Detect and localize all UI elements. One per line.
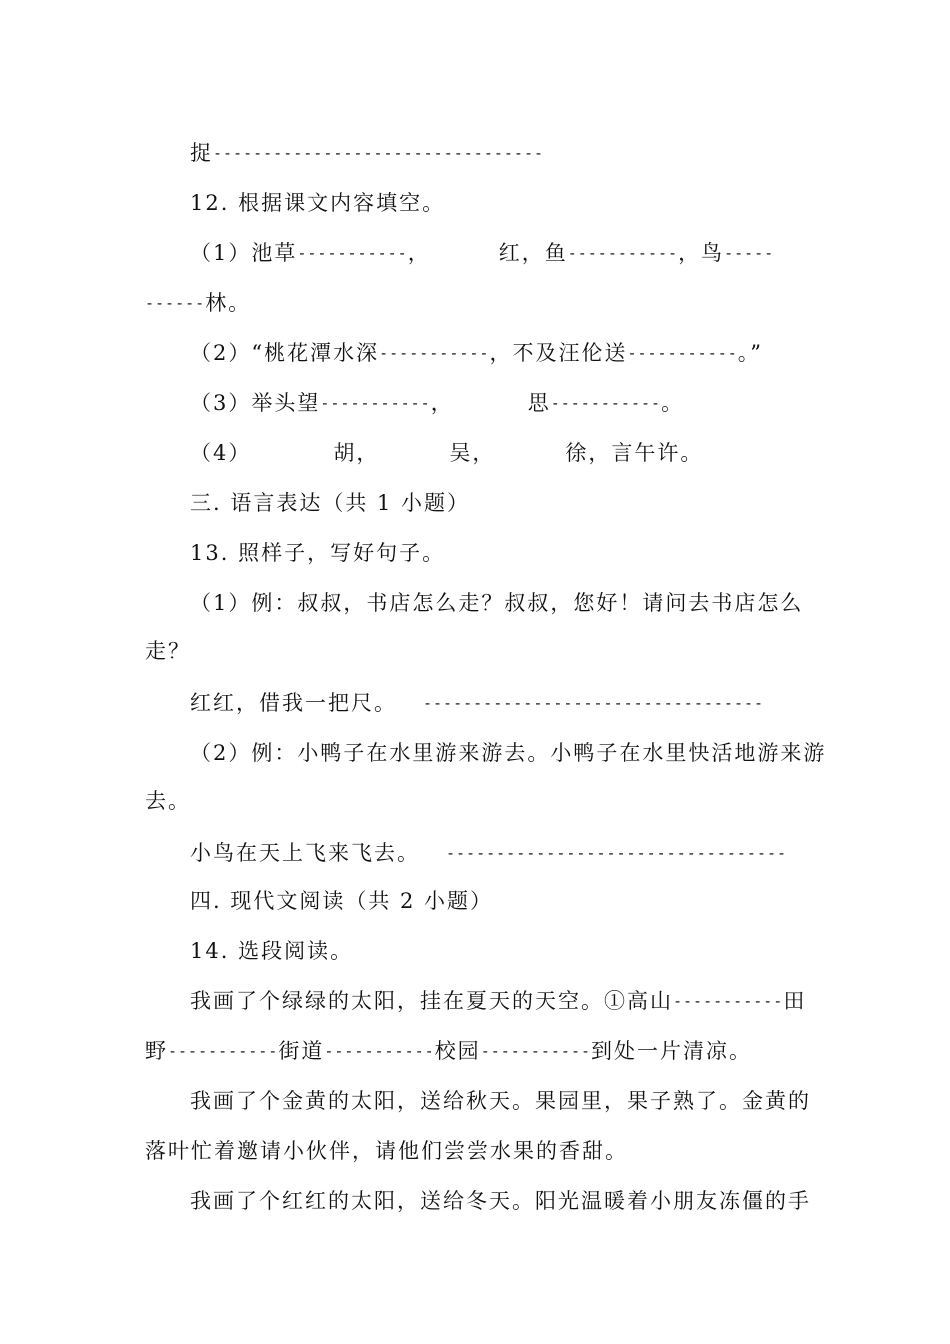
fill-blank: -----------: [627, 344, 738, 362]
text: 到处一片清凉。: [591, 1039, 753, 1063]
text: 徐，言午许。: [565, 441, 704, 465]
text: （1）例：叔叔，书店怎么走？叔叔，您好！请问去书店怎么: [190, 591, 804, 615]
fill-blank: ------: [145, 294, 206, 312]
fill-blank: -----------: [673, 992, 784, 1010]
question-13-task-2: [190, 840, 787, 866]
text: （3）举头望: [190, 391, 321, 415]
section-3-heading: [190, 490, 470, 516]
text: 红红，借我一把尺。: [190, 691, 397, 715]
fill-blank: -----------: [567, 244, 679, 262]
text: 思: [527, 391, 551, 415]
text: （1）池草: [190, 241, 298, 265]
fill-blank: -----------: [320, 394, 431, 412]
text-line: [145, 788, 191, 814]
question-12-item-4: [190, 440, 703, 466]
text: 三. 语言表达（共 1 小题）: [190, 491, 471, 515]
text-line: [145, 638, 191, 664]
question-13-example-1: [190, 590, 803, 616]
text: 去。: [145, 789, 191, 813]
text: 。”: [737, 341, 764, 365]
text: （2）“桃花潭水深: [190, 341, 380, 365]
text: 走？: [145, 639, 191, 663]
text: 四. 现代文阅读（共 2 小题）: [190, 889, 494, 913]
text: 街道: [278, 1039, 325, 1063]
text: 胡，: [333, 441, 380, 465]
text: ，: [407, 241, 431, 265]
fill-blank: -----: [724, 244, 775, 262]
question-13-example-2: [190, 740, 826, 766]
text: 红，鱼: [498, 241, 568, 265]
fill-blank: -----------: [297, 244, 408, 262]
text: 12. 根据课文内容填空。: [190, 191, 446, 215]
text: 14. 选段阅读。: [190, 939, 354, 963]
section-4-heading: [190, 888, 493, 914]
fill-blank: -----------: [480, 1042, 592, 1060]
text: 捉: [190, 141, 213, 165]
text: 校园: [434, 1039, 481, 1063]
passage-paragraph: [190, 1188, 811, 1214]
text: 田: [783, 989, 807, 1013]
question-13-heading: [190, 540, 445, 566]
answer-line: ----------------------------------: [446, 844, 788, 862]
answer-line: ----------------------------------: [423, 694, 765, 712]
question-12-item-2: [190, 340, 763, 366]
text-line: [145, 290, 251, 316]
fill-blank: ---------------------------------: [213, 144, 545, 162]
text: 林。: [205, 291, 252, 315]
fill-blank: -----------: [324, 1042, 435, 1060]
text: 。: [661, 391, 685, 415]
text: ，: [430, 391, 454, 415]
question-12-heading: [190, 190, 445, 216]
text: 我画了个绿绿的太阳，挂在夏天的天空。①高山: [190, 989, 673, 1013]
fill-blank: -----------: [168, 1042, 279, 1060]
text-line: [190, 140, 544, 166]
passage-paragraph: [190, 988, 806, 1014]
text: ，不及汪伦送: [489, 341, 628, 365]
text: 野: [145, 1039, 168, 1063]
passage-line: [145, 1138, 628, 1164]
text: 我画了个金黄的太阳，送给秋天。果园里，果子熟了。金黄的: [190, 1089, 811, 1113]
text: ，鸟: [678, 241, 725, 265]
text: （2）例：小鸭子在水里游来游去。小鸭子在水里快活地游来游: [190, 741, 827, 765]
question-14-heading: [190, 938, 353, 964]
passage-line: [145, 1038, 752, 1064]
text: 我画了个红红的太阳，送给冬天。阳光温暖着小朋友冻僵的手: [190, 1189, 811, 1213]
passage-paragraph: [190, 1088, 811, 1114]
question-12-item-1: [190, 240, 774, 266]
text: 落叶忙着邀请小伙伴，请他们尝尝水果的香甜。: [145, 1139, 628, 1163]
fill-blank: -----------: [379, 344, 490, 362]
text: 13. 照样子，写好句子。: [190, 541, 446, 565]
text: 吴，: [449, 441, 496, 465]
question-13-task-1: [190, 690, 764, 716]
question-12-item-3: [190, 390, 684, 416]
text: 小鸟在天上飞来飞去。: [190, 841, 420, 865]
text: （4）: [190, 441, 252, 465]
fill-blank: -----------: [550, 394, 662, 412]
